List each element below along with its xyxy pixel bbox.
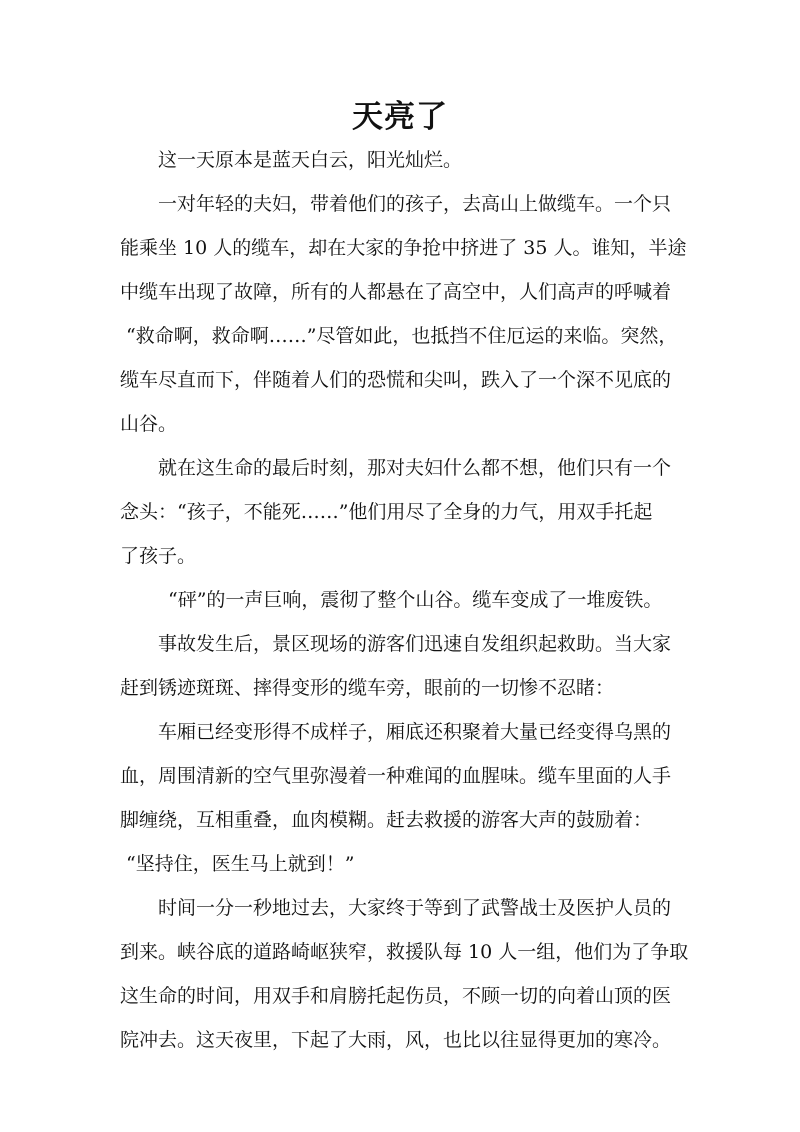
text-line: “砰”的一声巨响，震彻了整个山谷。缆车变成了一堆废铁。	[168, 589, 663, 611]
text-line: 山谷。	[120, 413, 178, 435]
text-line: “救命啊，救命啊……”尽管如此，也抵挡不住厄运的来临。突然，	[126, 325, 678, 347]
text-line: 能乘坐 10 人的缆车，却在大家的争抢中挤进了 35 人。谁知，半途	[120, 237, 687, 259]
text-line: 了孩子。	[120, 545, 197, 567]
text-line: 缆车尽直而下，伴随着人们的恐慌和尖叫，跌入了一个深不见底的	[120, 369, 672, 391]
text-line: 血，周围清新的空气里弥漫着一种难闻的血腥味。缆车里面的人手	[120, 765, 672, 787]
text-line: 赶到锈迹斑斑、摔得变形的缆车旁，眼前的一切惨不忍睹：	[120, 677, 615, 699]
text-line: 时间一分一秒地过去，大家终于等到了武警战士及医护人员的	[158, 897, 672, 919]
text-line: 一对年轻的夫妇，带着他们的孩子，去高山上做缆车。一个只	[158, 193, 672, 215]
text-line: 院冲去。这天夜里，下起了大雨，风，也比以往显得更加的寒冷。	[120, 1029, 672, 1051]
text-line: “坚持住，医生马上就到！”	[126, 853, 355, 875]
text-line: 这一天原本是蓝天白云，阳光灿烂。	[158, 149, 463, 171]
text-line: 念头：“孩子，不能死……”他们用尽了全身的力气，用双手托起	[120, 501, 653, 523]
text-line: 这生命的时间，用双手和肩膀托起伤员，不顾一切的向着山顶的医	[120, 985, 672, 1007]
text-line: 车厢已经变形得不成样子，厢底还积聚着大量已经变得乌黑的	[158, 721, 672, 743]
text-line: 到来。峡谷底的道路崎岖狭窄，救援队每 10 人一组，他们为了争取	[120, 941, 689, 963]
text-line: 就在这生命的最后时刻，那对夫妇什么都不想，他们只有一个	[158, 457, 672, 479]
text-line: 脚缠绕，互相重叠，血肉模糊。赶去救援的游客大声的鼓励着：	[120, 809, 653, 831]
text-line: 事故发生后，景区现场的游客们迅速自发组织起救助。当大家	[158, 633, 672, 655]
text-line: 中缆车出现了故障，所有的人都悬在了高空中，人们高声的呼喊着	[120, 281, 672, 303]
page-title: 天亮了	[352, 99, 448, 135]
